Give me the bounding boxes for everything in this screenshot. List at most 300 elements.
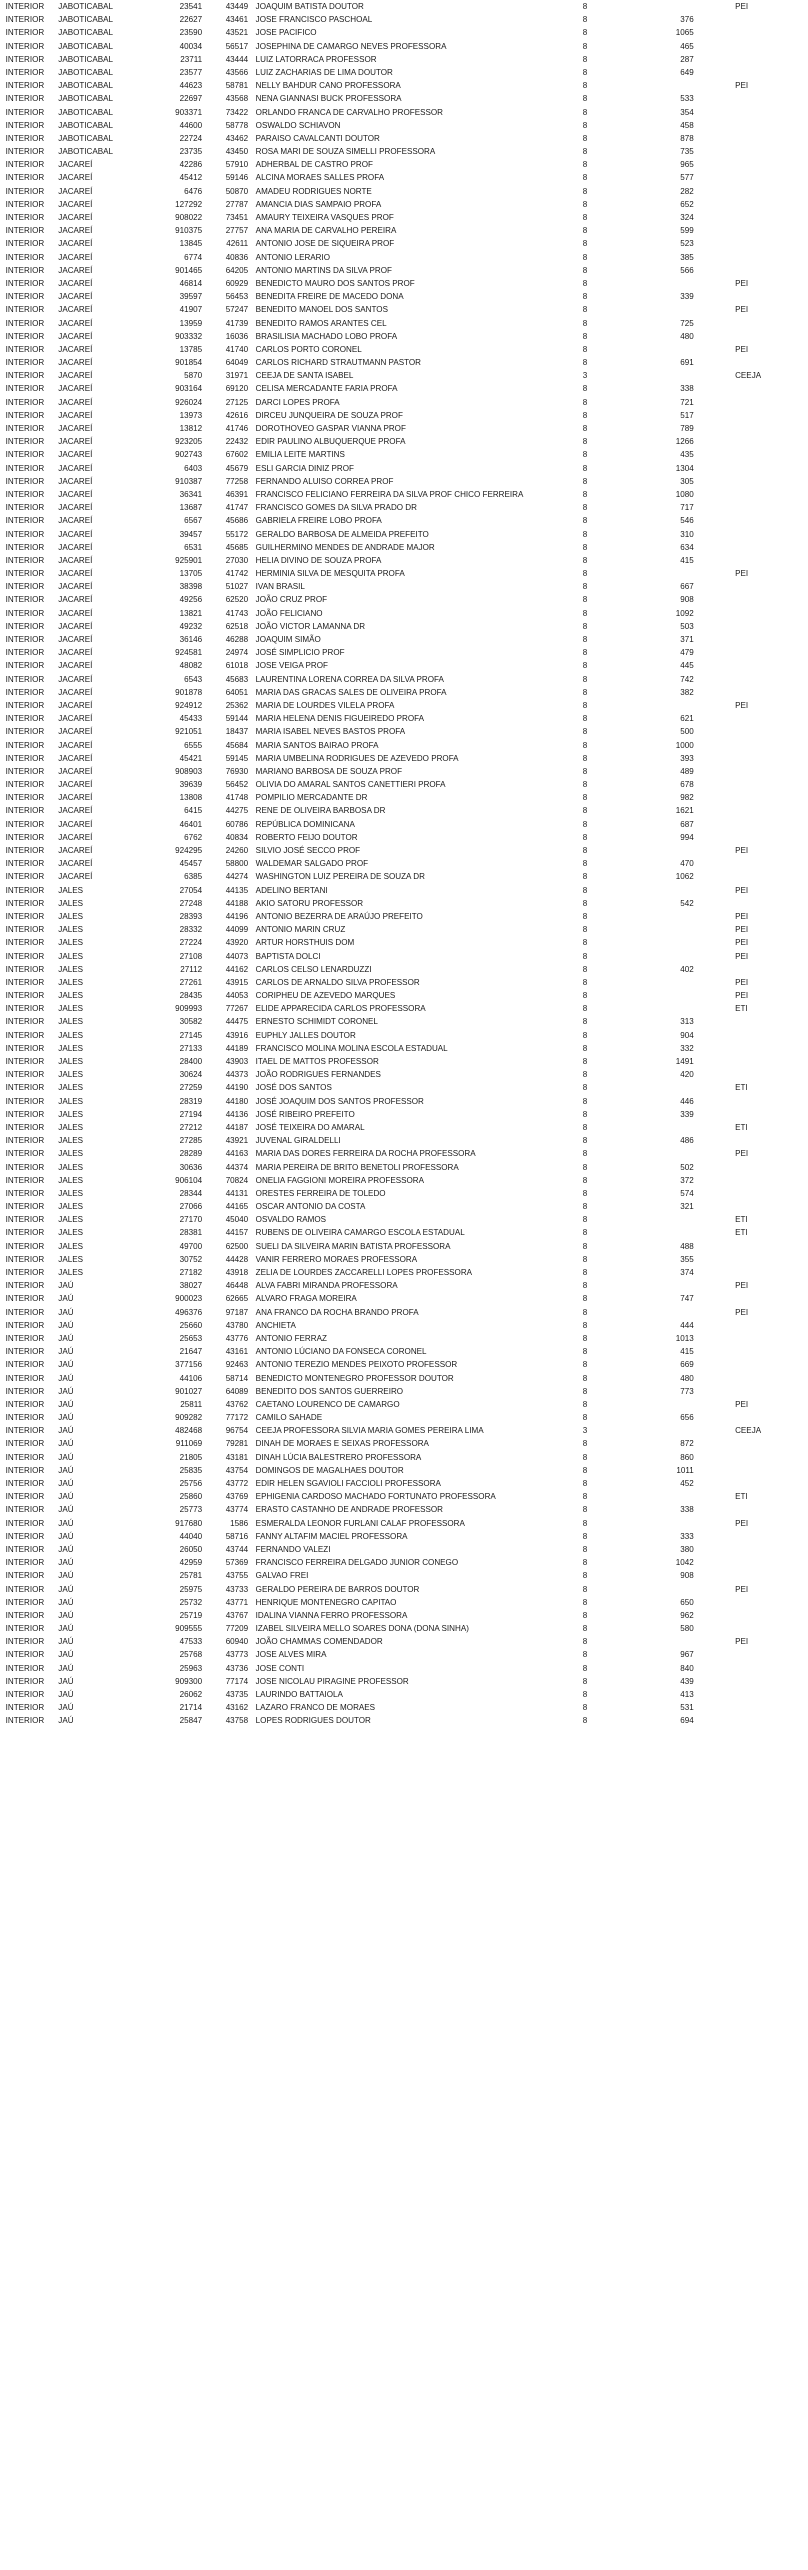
cell-school-name: OLIVIA DO AMARAL SANTOS CANETTIERI PROFA: [255, 779, 446, 790]
cell-code-1: 26050: [179, 1543, 203, 1554]
cell-type: 8: [582, 686, 588, 697]
cell-region: INTERIOR: [5, 330, 45, 341]
table-row: [0, 765, 760, 778]
cell-region: INTERIOR: [5, 462, 45, 473]
cell-type: 8: [582, 515, 588, 526]
cell-code-1: 46814: [179, 277, 203, 288]
cell-code-2: 40834: [225, 831, 249, 842]
cell-region: INTERIOR: [5, 1016, 45, 1027]
cell-city: JAÚ: [58, 1689, 74, 1699]
table-row: [0, 554, 760, 567]
cell-code-2: 43780: [225, 1319, 249, 1330]
cell-code-1: 39639: [179, 779, 203, 790]
cell-type: 8: [582, 1319, 588, 1330]
cell-code-1: 496376: [175, 1306, 203, 1317]
cell-quantity: 656: [680, 1412, 694, 1423]
cell-region: INTERIOR: [5, 1478, 45, 1488]
table-row: [0, 1411, 760, 1424]
cell-code-2: 45685: [225, 541, 249, 552]
table-row: [0, 92, 760, 105]
cell-code-2: 43921: [225, 1135, 249, 1146]
table-row: [0, 1517, 760, 1530]
cell-program: PEI: [735, 884, 749, 895]
cell-school-name: CAETANO LOURENCO DE CAMARGO: [255, 1398, 400, 1409]
cell-code-1: 925901: [175, 554, 203, 565]
cell-code-1: 27108: [179, 950, 203, 961]
table-row: [0, 1437, 760, 1450]
cell-region: INTERIOR: [5, 251, 45, 262]
cell-city: JACAREÍ: [58, 673, 93, 684]
cell-school-name: AMANCIA DIAS SAMPAIO PROFA: [255, 198, 382, 209]
cell-type: 3: [582, 1425, 588, 1436]
cell-code-1: 13785: [179, 343, 203, 354]
cell-region: INTERIOR: [5, 27, 45, 38]
cell-city: JABOTICABAL: [58, 14, 114, 25]
cell-code-1: 25975: [179, 1583, 203, 1594]
cell-city: JALES: [58, 1187, 83, 1198]
cell-type: 3: [582, 370, 588, 381]
cell-code-2: 40836: [225, 251, 249, 262]
cell-quantity: 621: [680, 713, 694, 724]
cell-city: JALES: [58, 1174, 83, 1185]
cell-region: INTERIOR: [5, 423, 45, 433]
cell-region: INTERIOR: [5, 607, 45, 618]
table-row: [0, 1306, 760, 1319]
table-row: [0, 989, 760, 1002]
cell-city: JAÚ: [58, 1306, 74, 1317]
cell-code-2: 45683: [225, 673, 249, 684]
cell-quantity: 1065: [675, 27, 694, 38]
cell-code-2: 77174: [225, 1675, 249, 1686]
cell-code-2: 41739: [225, 317, 249, 328]
cell-code-2: 57910: [225, 159, 249, 170]
table-row: [0, 870, 760, 883]
cell-code-1: 13812: [179, 423, 203, 433]
cell-code-1: 23590: [179, 27, 203, 38]
cell-program: PEI: [735, 1517, 749, 1528]
cell-type: 8: [582, 1359, 588, 1370]
cell-city: JALES: [58, 1003, 83, 1014]
table-row: [0, 739, 760, 752]
cell-city: JAÚ: [58, 1478, 74, 1488]
cell-type: 8: [582, 1121, 588, 1132]
cell-city: JACAREÍ: [58, 541, 93, 552]
cell-code-2: 41743: [225, 607, 249, 618]
cell-code-1: 6567: [184, 515, 203, 526]
cell-quantity: 338: [680, 1504, 694, 1515]
cell-code-2: 44187: [225, 1121, 249, 1132]
cell-type: 8: [582, 713, 588, 724]
cell-type: 8: [582, 1280, 588, 1291]
cell-code-2: 43735: [225, 1689, 249, 1699]
table-row: [0, 712, 760, 725]
cell-code-1: 21647: [179, 1346, 203, 1357]
cell-code-2: 77258: [225, 475, 249, 486]
cell-quantity: 523: [680, 238, 694, 249]
cell-quantity: 486: [680, 1135, 694, 1146]
cell-code-2: 41748: [225, 792, 249, 803]
cell-school-name: ORLANDO FRANCA DE CARVALHO PROFESSOR: [255, 106, 444, 117]
cell-region: INTERIOR: [5, 660, 45, 671]
table-row: [0, 409, 760, 422]
cell-code-2: 44131: [225, 1187, 249, 1198]
table-row: [0, 0, 760, 13]
cell-code-2: 58781: [225, 80, 249, 91]
cell-region: INTERIOR: [5, 1174, 45, 1185]
cell-type: 8: [582, 1016, 588, 1027]
cell-city: JACAREÍ: [58, 713, 93, 724]
table-row: [0, 976, 760, 989]
cell-city: JACAREÍ: [58, 818, 93, 829]
cell-code-2: 41746: [225, 423, 249, 433]
table-row: [0, 897, 760, 910]
cell-code-1: 6543: [184, 673, 203, 684]
table-row: [0, 1714, 760, 1727]
cell-city: JAÚ: [58, 1412, 74, 1423]
cell-quantity: 1000: [675, 739, 694, 750]
cell-city: JALES: [58, 1042, 83, 1053]
cell-code-2: 44162: [225, 963, 249, 974]
cell-code-2: 44165: [225, 1201, 249, 1212]
cell-code-1: 28344: [179, 1187, 203, 1198]
cell-school-name: OSVALDO RAMOS: [255, 1214, 327, 1225]
cell-code-2: 27787: [225, 198, 249, 209]
cell-city: JALES: [58, 1095, 83, 1106]
cell-type: 8: [582, 27, 588, 38]
cell-code-1: 903164: [175, 383, 203, 394]
cell-type: 8: [582, 1478, 588, 1488]
table-row: [0, 1055, 760, 1068]
cell-region: INTERIOR: [5, 937, 45, 948]
cell-code-1: 25835: [179, 1464, 203, 1475]
cell-school-name: ADELINO BERTANI: [255, 884, 328, 895]
cell-school-name: MARIA DAS GRACAS SALES DE OLIVEIRA PROFA: [255, 686, 447, 697]
cell-region: INTERIOR: [5, 436, 45, 447]
table-row: [0, 26, 760, 39]
cell-school-name: CELISA MERCADANTE FARIA PROFA: [255, 383, 398, 394]
cell-code-2: 59145: [225, 752, 249, 763]
cell-city: JACAREÍ: [58, 251, 93, 262]
cell-code-2: 43450: [225, 146, 249, 157]
cell-region: INTERIOR: [5, 1609, 45, 1620]
cell-type: 8: [582, 449, 588, 460]
cell-code-2: 44190: [225, 1082, 249, 1093]
cell-school-name: EUPHLY JALLES DOUTOR: [255, 1029, 356, 1040]
table-row: [0, 580, 760, 593]
cell-type: 8: [582, 1148, 588, 1159]
cell-region: INTERIOR: [5, 858, 45, 869]
cell-type: 8: [582, 1306, 588, 1317]
cell-region: INTERIOR: [5, 1082, 45, 1093]
cell-code-1: 6415: [184, 805, 203, 816]
cell-school-name: ELIDE APPARECIDA CARLOS PROFESSORA: [255, 1003, 426, 1014]
cell-city: JACAREÍ: [58, 805, 93, 816]
cell-school-name: CAMILO SAHADE: [255, 1412, 323, 1423]
cell-program: PEI: [735, 699, 749, 710]
cell-city: JACAREÍ: [58, 488, 93, 499]
cell-region: INTERIOR: [5, 1253, 45, 1264]
cell-code-1: 38027: [179, 1280, 203, 1291]
cell-city: JACAREÍ: [58, 291, 93, 302]
cell-region: INTERIOR: [5, 1280, 45, 1291]
cell-region: INTERIOR: [5, 488, 45, 499]
cell-code-1: 903371: [175, 106, 203, 117]
cell-type: 8: [582, 357, 588, 368]
cell-code-2: 44373: [225, 1069, 249, 1080]
cell-region: INTERIOR: [5, 528, 45, 539]
cell-city: JACAREÍ: [58, 462, 93, 473]
table-row: [0, 1451, 760, 1464]
table-row: [0, 1464, 760, 1477]
cell-code-1: 38398: [179, 581, 203, 592]
cell-code-2: 44157: [225, 1227, 249, 1238]
cell-code-2: 58800: [225, 858, 249, 869]
cell-code-1: 909300: [175, 1675, 203, 1686]
cell-region: INTERIOR: [5, 1069, 45, 1080]
cell-type: 8: [582, 1069, 588, 1080]
cell-region: INTERIOR: [5, 924, 45, 935]
cell-city: JACAREÍ: [58, 264, 93, 275]
cell-city: JACAREÍ: [58, 304, 93, 315]
cell-code-1: 22724: [179, 132, 203, 143]
cell-school-name: FRANCISCO FERREIRA DELGADO JUNIOR CONEGO: [255, 1557, 459, 1568]
table-row: [0, 1398, 760, 1411]
cell-code-2: 70824: [225, 1174, 249, 1185]
cell-code-1: 49700: [179, 1240, 203, 1251]
cell-code-2: 31971: [225, 370, 249, 381]
cell-type: 8: [582, 607, 588, 618]
cell-code-1: 901854: [175, 357, 203, 368]
cell-city: JALES: [58, 1069, 83, 1080]
cell-program: PEI: [735, 950, 749, 961]
cell-code-2: 61018: [225, 660, 249, 671]
cell-region: INTERIOR: [5, 396, 45, 407]
cell-school-name: AKIO SATORU PROFESSOR: [255, 897, 364, 908]
cell-code-2: 45040: [225, 1214, 249, 1225]
cell-city: JALES: [58, 897, 83, 908]
cell-code-2: 46391: [225, 488, 249, 499]
table-row: [0, 1635, 760, 1648]
cell-code-1: 23577: [179, 66, 203, 77]
cell-type: 8: [582, 924, 588, 935]
cell-region: INTERIOR: [5, 1240, 45, 1251]
cell-type: 8: [582, 568, 588, 579]
cell-city: JALES: [58, 1108, 83, 1119]
cell-quantity: 310: [680, 528, 694, 539]
cell-code-1: 909282: [175, 1412, 203, 1423]
cell-type: 8: [582, 1056, 588, 1066]
cell-code-1: 22697: [179, 93, 203, 104]
cell-region: INTERIOR: [5, 765, 45, 776]
cell-city: JAÚ: [58, 1530, 74, 1541]
table-row: [0, 1095, 760, 1108]
cell-code-1: 27170: [179, 1214, 203, 1225]
cell-region: INTERIOR: [5, 1003, 45, 1014]
table-row: [0, 1569, 760, 1582]
cell-city: JAÚ: [58, 1293, 74, 1304]
cell-school-name: REPÚBLICA DOMINICANA: [255, 818, 355, 829]
cell-school-name: IZABEL SILVEIRA MELLO SOARES DONA (DONA SINHA): [255, 1623, 469, 1634]
cell-region: INTERIOR: [5, 699, 45, 710]
cell-city: JACAREÍ: [58, 423, 93, 433]
cell-city: JACAREÍ: [58, 779, 93, 790]
table-row: [0, 106, 760, 119]
cell-type: 8: [582, 1675, 588, 1686]
cell-code-2: 58716: [225, 1530, 249, 1541]
cell-region: INTERIOR: [5, 1596, 45, 1607]
table-row: [0, 1187, 760, 1200]
cell-code-2: 73451: [225, 212, 249, 222]
cell-city: JACAREÍ: [58, 858, 93, 869]
cell-school-name: MARIANO BARBOSA DE SOUZA PROF: [255, 765, 403, 776]
cell-city: JACAREÍ: [58, 159, 93, 170]
cell-school-name: ERNESTO SCHIMIDT CORONEL: [255, 1016, 378, 1027]
cell-code-1: 923205: [175, 436, 203, 447]
table-row: [0, 673, 760, 686]
table-row: [0, 132, 760, 145]
cell-region: INTERIOR: [5, 1372, 45, 1383]
cell-quantity: 374: [680, 1267, 694, 1277]
cell-code-2: 58778: [225, 119, 249, 130]
cell-city: JALES: [58, 1121, 83, 1132]
cell-region: INTERIOR: [5, 1095, 45, 1106]
table-row: [0, 435, 760, 448]
cell-school-name: MARIA DAS DORES FERREIRA DA ROCHA PROFESSORA: [255, 1148, 476, 1159]
cell-quantity: 687: [680, 818, 694, 829]
cell-type: 8: [582, 1623, 588, 1634]
cell-type: 8: [582, 660, 588, 671]
cell-school-name: EMILIA LEITE MARTINS: [255, 449, 345, 460]
cell-region: INTERIOR: [5, 739, 45, 750]
cell-code-2: 64205: [225, 264, 249, 275]
cell-city: JALES: [58, 1082, 83, 1093]
cell-code-1: 27054: [179, 884, 203, 895]
cell-quantity: 747: [680, 1293, 694, 1304]
cell-region: INTERIOR: [5, 1214, 45, 1225]
cell-code-2: 64089: [225, 1385, 249, 1396]
cell-city: JACAREÍ: [58, 436, 93, 447]
cell-school-name: MARIA ISABEL NEVES BASTOS PROFA: [255, 726, 406, 737]
cell-code-1: 921051: [175, 726, 203, 737]
cell-city: JAÚ: [58, 1451, 74, 1462]
cell-quantity: 480: [680, 330, 694, 341]
cell-code-2: 96754: [225, 1425, 249, 1436]
cell-school-name: JOÃO RODRIGUES FERNANDES: [255, 1069, 381, 1080]
cell-city: JACAREÍ: [58, 396, 93, 407]
cell-quantity: 580: [680, 1623, 694, 1634]
cell-code-1: 42286: [179, 159, 203, 170]
cell-type: 8: [582, 1135, 588, 1146]
cell-quantity: 413: [680, 1689, 694, 1699]
cell-type: 8: [582, 1583, 588, 1594]
cell-school-name: MARIA UMBELINA RODRIGUES DE AZEVEDO PROFA: [255, 752, 459, 763]
cell-region: INTERIOR: [5, 238, 45, 249]
cell-code-1: 25719: [179, 1609, 203, 1620]
cell-type: 8: [582, 1187, 588, 1198]
cell-school-name: GERALDO PEREIRA DE BARROS DOUTOR: [255, 1583, 420, 1594]
cell-type: 8: [582, 53, 588, 64]
table-row: [0, 224, 760, 237]
cell-type: 8: [582, 858, 588, 869]
cell-school-name: EDIR HELEN SGAVIOLI FACCIOLI PROFESSORA: [255, 1478, 441, 1488]
cell-city: JALES: [58, 1148, 83, 1159]
cell-city: JACAREÍ: [58, 185, 93, 196]
cell-school-name: SILVIO JOSÉ SECCO PROF: [255, 845, 361, 855]
cell-code-2: 43762: [225, 1398, 249, 1409]
cell-school-name: FERNANDO ALUISO CORREA PROF: [255, 475, 394, 486]
cell-city: JALES: [58, 1201, 83, 1212]
table-row: [0, 1358, 760, 1371]
table-row: [0, 514, 760, 527]
cell-school-name: ANTONIO MARIN CRUZ: [255, 924, 346, 935]
cell-type: 8: [582, 805, 588, 816]
cell-region: INTERIOR: [5, 1042, 45, 1053]
cell-code-2: 46448: [225, 1280, 249, 1291]
cell-quantity: 444: [680, 1319, 694, 1330]
cell-type: 8: [582, 634, 588, 644]
cell-code-1: 28332: [179, 924, 203, 935]
cell-code-2: 43755: [225, 1570, 249, 1581]
cell-quantity: 339: [680, 291, 694, 302]
cell-code-2: 43774: [225, 1504, 249, 1515]
cell-school-name: ANA MARIA DE CARVALHO PEREIRA: [255, 225, 397, 236]
cell-school-name: MARIA SANTOS BAIRAO PROFA: [255, 739, 379, 750]
cell-city: JABOTICABAL: [58, 106, 114, 117]
cell-code-2: 43776: [225, 1332, 249, 1343]
cell-city: JALES: [58, 924, 83, 935]
cell-school-name: DINAH DE MORAES E SEIXAS PROFESSORA: [255, 1438, 429, 1449]
cell-school-name: FANNY ALTAFIM MACIEL PROFESSORA: [255, 1530, 408, 1541]
table-row: [0, 40, 760, 53]
cell-school-name: BENEDITO MANOEL DOS SANTOS: [255, 304, 388, 315]
cell-region: INTERIOR: [5, 950, 45, 961]
cell-region: INTERIOR: [5, 1029, 45, 1040]
cell-program: PEI: [735, 910, 749, 921]
cell-code-2: 27757: [225, 225, 249, 236]
cell-code-2: 45684: [225, 739, 249, 750]
table-row: [0, 1174, 760, 1187]
cell-code-1: 30624: [179, 1069, 203, 1080]
table-row: [0, 1147, 760, 1160]
cell-type: 8: [582, 343, 588, 354]
cell-school-name: LOPES RODRIGUES DOUTOR: [255, 1715, 371, 1726]
cell-school-name: BENEDICTO MAURO DOS SANTOS PROF: [255, 277, 415, 288]
cell-school-name: ANCHIETA: [255, 1319, 296, 1330]
cell-region: INTERIOR: [5, 752, 45, 763]
cell-type: 8: [582, 423, 588, 433]
table-row: [0, 791, 760, 804]
cell-type: 8: [582, 409, 588, 420]
cell-code-2: 60786: [225, 818, 249, 829]
cell-region: INTERIOR: [5, 581, 45, 592]
cell-type: 8: [582, 1346, 588, 1357]
cell-code-1: 30582: [179, 1016, 203, 1027]
cell-code-2: 24974: [225, 647, 249, 658]
table-row: [0, 778, 760, 791]
table-row: [0, 1688, 760, 1701]
cell-code-1: 6403: [184, 462, 203, 473]
cell-city: JAÚ: [58, 1346, 74, 1357]
cell-code-2: 43916: [225, 1029, 249, 1040]
cell-code-1: 25811: [180, 1398, 203, 1409]
cell-type: 8: [582, 673, 588, 684]
cell-code-1: 25773: [179, 1504, 203, 1515]
cell-region: INTERIOR: [5, 541, 45, 552]
cell-quantity: 908: [680, 594, 694, 605]
cell-region: INTERIOR: [5, 594, 45, 605]
cell-quantity: 1491: [675, 1056, 694, 1066]
cell-region: INTERIOR: [5, 647, 45, 658]
